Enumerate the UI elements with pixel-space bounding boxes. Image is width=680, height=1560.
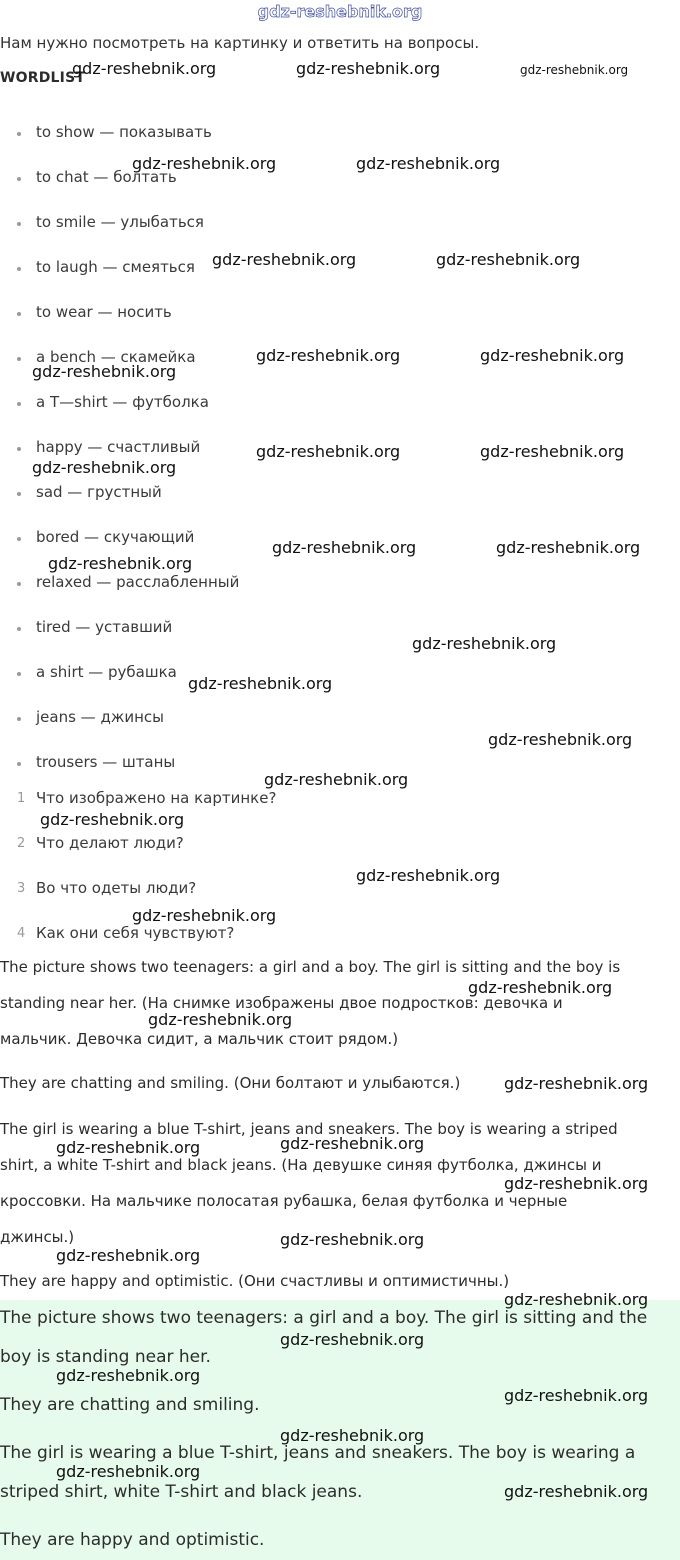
watermark: gdz-reshebnik.org [468, 978, 613, 997]
watermark: gdz-reshebnik.org [504, 1074, 649, 1093]
answer-line: standing near her. (На снимке изображены двое подростков: девочка и [0, 994, 563, 1012]
watermark: gdz-reshebnik.org [32, 458, 177, 477]
watermark: gdz-reshebnik.org [520, 63, 629, 77]
question-text: Во что одеты люди? [36, 879, 197, 897]
bullet-icon [17, 582, 21, 586]
watermark: gdz-reshebnik.org [264, 770, 409, 789]
wordlist-item-text: sad — грустный [36, 483, 162, 501]
watermark: gdz-reshebnik.org [32, 362, 177, 381]
watermark: gdz-reshebnik.org [496, 538, 641, 557]
wordlist-title: WORDLIST [0, 70, 86, 86]
wordlist-item-text: to chat — болтать [36, 168, 177, 186]
answer-line: The picture shows two teenagers: a girl and a boy. The girl is sitting and the boy is [0, 958, 621, 976]
wordlist-item-text: trousers — штаны [36, 753, 176, 771]
watermark: gdz-reshebnik.org [280, 1134, 425, 1153]
wordlist-item [36, 393, 209, 411]
watermark: gdz-reshebnik.org [56, 1138, 201, 1157]
watermark: gdz-reshebnik.org [296, 59, 441, 78]
wordlist-item [36, 438, 200, 456]
green-answer-line: The girl is wearing a blue T-shirt, jeans and sneakers. The boy is wearing a [0, 1443, 636, 1463]
watermark: gdz-reshebnik.org [504, 1174, 649, 1193]
wordlist-item-text: a T—shirt — футболка [36, 393, 209, 411]
question-number: 1 [17, 791, 26, 806]
watermark: gdz-reshebnik.org [212, 250, 357, 269]
wordlist-item [36, 528, 194, 546]
question-number: 3 [17, 881, 26, 896]
bullet-icon [17, 492, 21, 496]
watermark: gdz-reshebnik.org [56, 1366, 201, 1385]
wordlist-item-text: relaxed — расслабленный [36, 573, 240, 591]
answer-line: They are happy and optimistic. (Они счастливы и оптимистичны.) [0, 1272, 510, 1290]
wordlist-item-text: to smile — улыбаться [36, 213, 204, 231]
watermark: gdz-reshebnik.org [280, 1230, 425, 1249]
watermark: gdz-reshebnik.org [256, 346, 401, 365]
green-answer-line: They are happy and optimistic. [0, 1530, 265, 1550]
wordlist-item-text: to wear — носить [36, 303, 172, 321]
watermark: gdz-reshebnik.org [280, 1426, 425, 1445]
wordlist-item [36, 483, 162, 501]
bullet-icon [17, 672, 21, 676]
bullet-icon [17, 132, 21, 136]
bullet-icon [17, 762, 21, 766]
question-text: Что изображено на картинке? [36, 789, 277, 807]
wordlist-item-text: a shirt — рубашка [36, 663, 177, 681]
green-answer-line: They are chatting and smiling. [0, 1395, 260, 1415]
green-answer-line: striped shirt, white T-shirt and black jeans. [0, 1482, 363, 1502]
question-number: 4 [17, 926, 26, 941]
watermark: gdz-reshebnik.org [272, 538, 417, 557]
watermark: gdz-reshebnik.org [148, 1010, 293, 1029]
wordlist-item-text: jeans — джинсы [36, 708, 164, 726]
watermark: gdz-reshebnik.org [480, 346, 625, 365]
bullet-icon [17, 357, 21, 361]
wordlist-item [36, 573, 239, 591]
wordlist-item [36, 213, 204, 231]
wordlist-item-text: bored — скучающий [36, 528, 195, 546]
watermark: gdz-reshebnik.org [480, 442, 625, 461]
watermark: gdz-reshebnik.org [132, 906, 277, 925]
wordlist-item [36, 123, 212, 141]
wordlist-item [36, 258, 195, 276]
watermark: gdz-reshebnik.org [256, 442, 401, 461]
bullet-icon [17, 627, 21, 631]
bullet-icon [17, 222, 21, 226]
question-text: Что делают люди? [36, 834, 184, 852]
watermark: gdz-reshebnik.org [356, 154, 501, 173]
answer-line: мальчик. Девочка сидит, а мальчик стоит рядом.) [0, 1030, 399, 1048]
wordlist-item [36, 753, 175, 771]
question-number: 2 [17, 836, 26, 851]
watermark: gdz-reshebnik.org [504, 1386, 649, 1405]
question-text: Как они себя чувствуют? [36, 924, 235, 942]
watermark: gdz-reshebnik.org [280, 1330, 425, 1349]
intro-text: Нам нужно посмотреть на картинку и ответить на вопросы. [0, 34, 480, 52]
watermark: gdz-reshebnik.org [132, 154, 277, 173]
wordlist-item-text: happy — счастливый [36, 438, 201, 456]
site-header-watermark: gdz-reshebnik.org [257, 2, 423, 21]
answer-line: shirt, a white T-shirt and black jeans. (На девушке синяя футболка, джинсы и [0, 1156, 602, 1174]
wordlist-item-text: to show — показывать [36, 123, 212, 141]
watermark: gdz-reshebnik.org [504, 1482, 649, 1501]
bullet-icon [17, 312, 21, 316]
green-answer-line: boy is standing near her. [0, 1347, 211, 1367]
watermark: gdz-reshebnik.org [72, 59, 217, 78]
bullet-icon [17, 447, 21, 451]
watermark: gdz-reshebnik.org [436, 250, 581, 269]
wordlist-item-text: a bench — скамейка [36, 348, 196, 366]
bullet-icon [17, 402, 21, 406]
wordlist-item [36, 618, 172, 636]
watermark: gdz-reshebnik.org [56, 1462, 201, 1481]
answer-line: They are chatting and smiling. (Они болтают и улыбаются.) [0, 1074, 461, 1092]
bullet-icon [17, 537, 21, 541]
answer-line: джинсы.) [0, 1228, 75, 1246]
watermark: gdz-reshebnik.org [56, 1246, 201, 1265]
green-answer-line: The picture shows two teenagers: a girl and a boy. The girl is sitting and the [0, 1308, 648, 1328]
wordlist-item [36, 708, 164, 726]
wordlist-item-text: to laugh — смеяться [36, 258, 195, 276]
wordlist-item-text: tired — уставший [36, 618, 173, 636]
watermark: gdz-reshebnik.org [188, 674, 333, 693]
wordlist-item [36, 303, 172, 321]
watermark: gdz-reshebnik.org [412, 634, 557, 653]
wordlist-item [36, 663, 177, 681]
answer-line: кроссовки. На мальчике полосатая рубашка, белая футболка и черные [0, 1192, 568, 1210]
bullet-icon [17, 177, 21, 181]
watermark: gdz-reshebnik.org [488, 730, 633, 749]
watermark: gdz-reshebnik.org [504, 1290, 649, 1309]
bullet-icon [17, 267, 21, 271]
watermark: gdz-reshebnik.org [356, 866, 501, 885]
answer-line: The girl is wearing a blue T-shirt, jeans and sneakers. The boy is wearing a striped [0, 1120, 618, 1138]
watermark: gdz-reshebnik.org [40, 810, 185, 829]
watermark: gdz-reshebnik.org [48, 554, 193, 573]
bullet-icon [17, 717, 21, 721]
